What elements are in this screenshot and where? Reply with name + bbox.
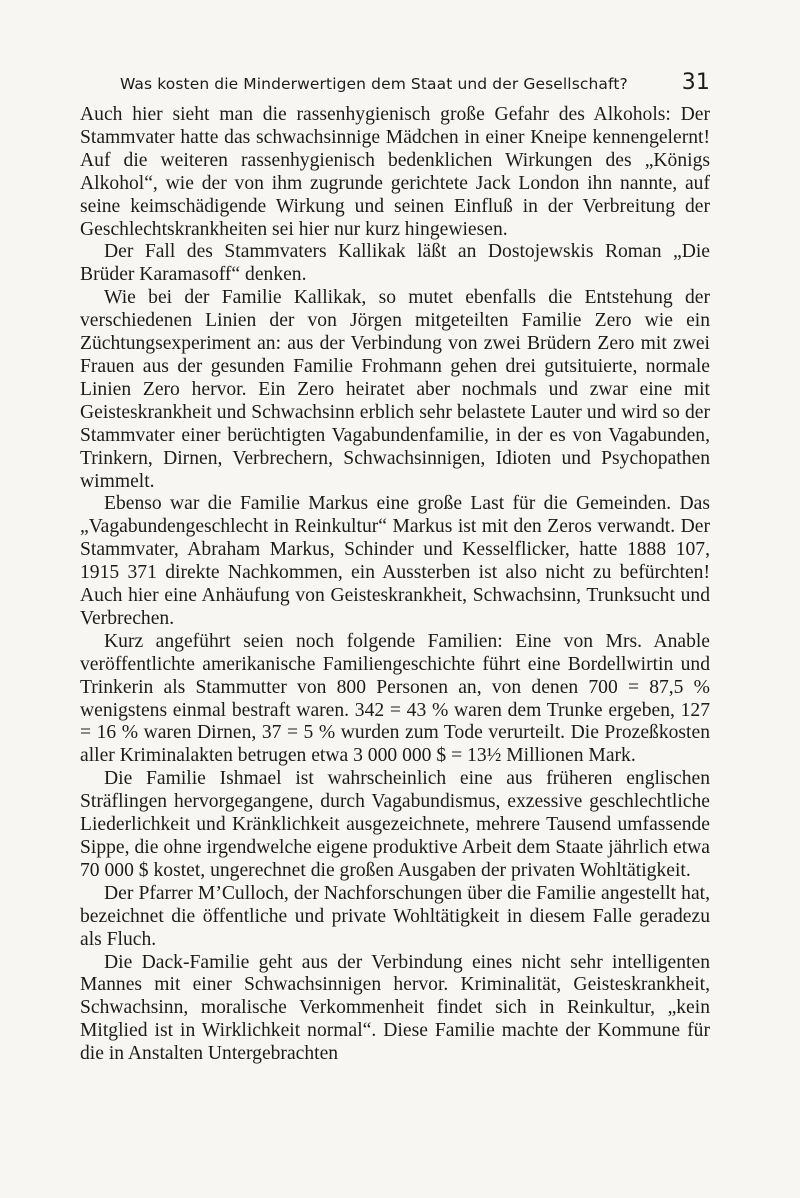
paragraph-dack-family: Die Dack-Familie geht aus der Verbindung eines nicht sehr intelligenten Mannes mit einer Schwachsinnigen hervor. Kriminalität, Geisteskrankheit, Schwachsinn, moralische Verkommenheit findet sich in Reinkultur, „kein Mitglied ist in Wirklichkeit normal“. Diese Familie machte der Kommune für die in Anstalten Untergebrachten: [80, 951, 710, 1065]
paragraph-kallikak-dostojewski: Der Fall des Stammvaters Kallikak läßt an Dostojewskis Roman „Die Brüder Karamasoff“ denken.: [80, 241, 710, 286]
page-number: 31: [681, 70, 710, 95]
running-head: [80, 70, 710, 102]
running-title: Was kosten die Minderwertigen dem Staat und der Gesellschaft?: [120, 75, 628, 93]
body-text: [80, 104, 710, 1066]
paragraph-family-zero: Wie bei der Familie Kallikak, so mutet ebenfalls die Entstehung der verschiedenen Linien der von Jörgen mitgeteilten Familie Zero wie ein Züchtungsexperiment an: aus der Verbindung von zwei Brüdern Zero mit zwei Frauen aus der gesunden Familie Frohmann gehen drei gutsituierte, normale Linien Zero hervor. Ein Zero heiratet aber nochmals und zwar eine mit Geisteskrankheit und Schwachsinn erblich sehr belastete Lauter und wird so der Stammvater einer berüchtigten Vagabundenfamilie, in der es von Vagabunden, Trinkern, Dirnen, Verbrechern, Schwachsinnigen, Idioten und Psychopathen wimmelt.: [80, 287, 710, 492]
paragraph-family-ishmael: Die Familie Ishmael ist wahrscheinlich eine aus früheren englischen Sträflingen hervorgegangene, durch Vagabundismus, exzessive geschlechtliche Liederlichkeit und Kränklichkeit ausgezeichnete, mehrere Tausend umfassende Sippe, die ohne irgendwelche eigene produktive Arbeit dem Staate jährlich etwa 70 000 $ kostet, ungerechnet die großen Ausgaben der privaten Wohltätigkeit.: [80, 768, 710, 881]
paragraph-pfarrer-mculloch: Der Pfarrer M’Culloch, der Nachforschungen über die Familie angestellt hat, bezeichnet die öffentliche und private Wohltätigkeit in diesem Falle geradezu als Fluch.: [80, 882, 710, 950]
paragraph-anable-family: Kurz angeführt seien noch folgende Familien: Eine von Mrs. Anable veröffentlichte amerikanische Familiengeschichte führt eine Bordellwirtin und Trinkerin als Stammutter von 800 Personen an, von denen 700 = 87,5 % wenigstens einmal bestraft waren. 342 = 43 % waren dem Trunke ergeben, 127 = 16 % waren Dirnen, 37 = 5 % wurden zum Tode verurteilt. Die Prozeßkosten aller Kriminalakten betrugen etwa 3 000 000 $ = 13½ Millionen Mark.: [80, 630, 710, 767]
book-page: [80, 70, 710, 1066]
paragraph-family-markus: Ebenso war die Familie Markus eine große Last für die Gemeinden. Das „Vagabundengeschlecht in Reinkultur“ Markus ist mit den Zeros verwandt. Der Stammvater, Abraham Markus, Schinder und Kesselflicker, hatte 1888 107, 1915 371 direkte Nachkommen, ein Aussterben ist also nicht zu befürchten! Auch hier eine Anhäufung von Geisteskrankheit, Schwachsinn, Trunksucht und Verbrechen.: [80, 493, 710, 629]
paragraph-alcohol: Auch hier sieht man die rassenhygienisch große Gefahr des Alkohols: Der Stammvater hatte das schwachsinnige Mädchen in einer Kneipe kennengelernt! Auf die weiteren rassenhygienisch bedenklichen Wirkungen des „Königs Alkohol“, wie der von ihm zugrunde gerichtete Jack London ihn nannte, auf seine keimschädigende Wirkung und seinen Einfluß in der Verbreitung der Geschlechtskrankheiten sei hier nur kurz hingewiesen.: [80, 104, 710, 240]
